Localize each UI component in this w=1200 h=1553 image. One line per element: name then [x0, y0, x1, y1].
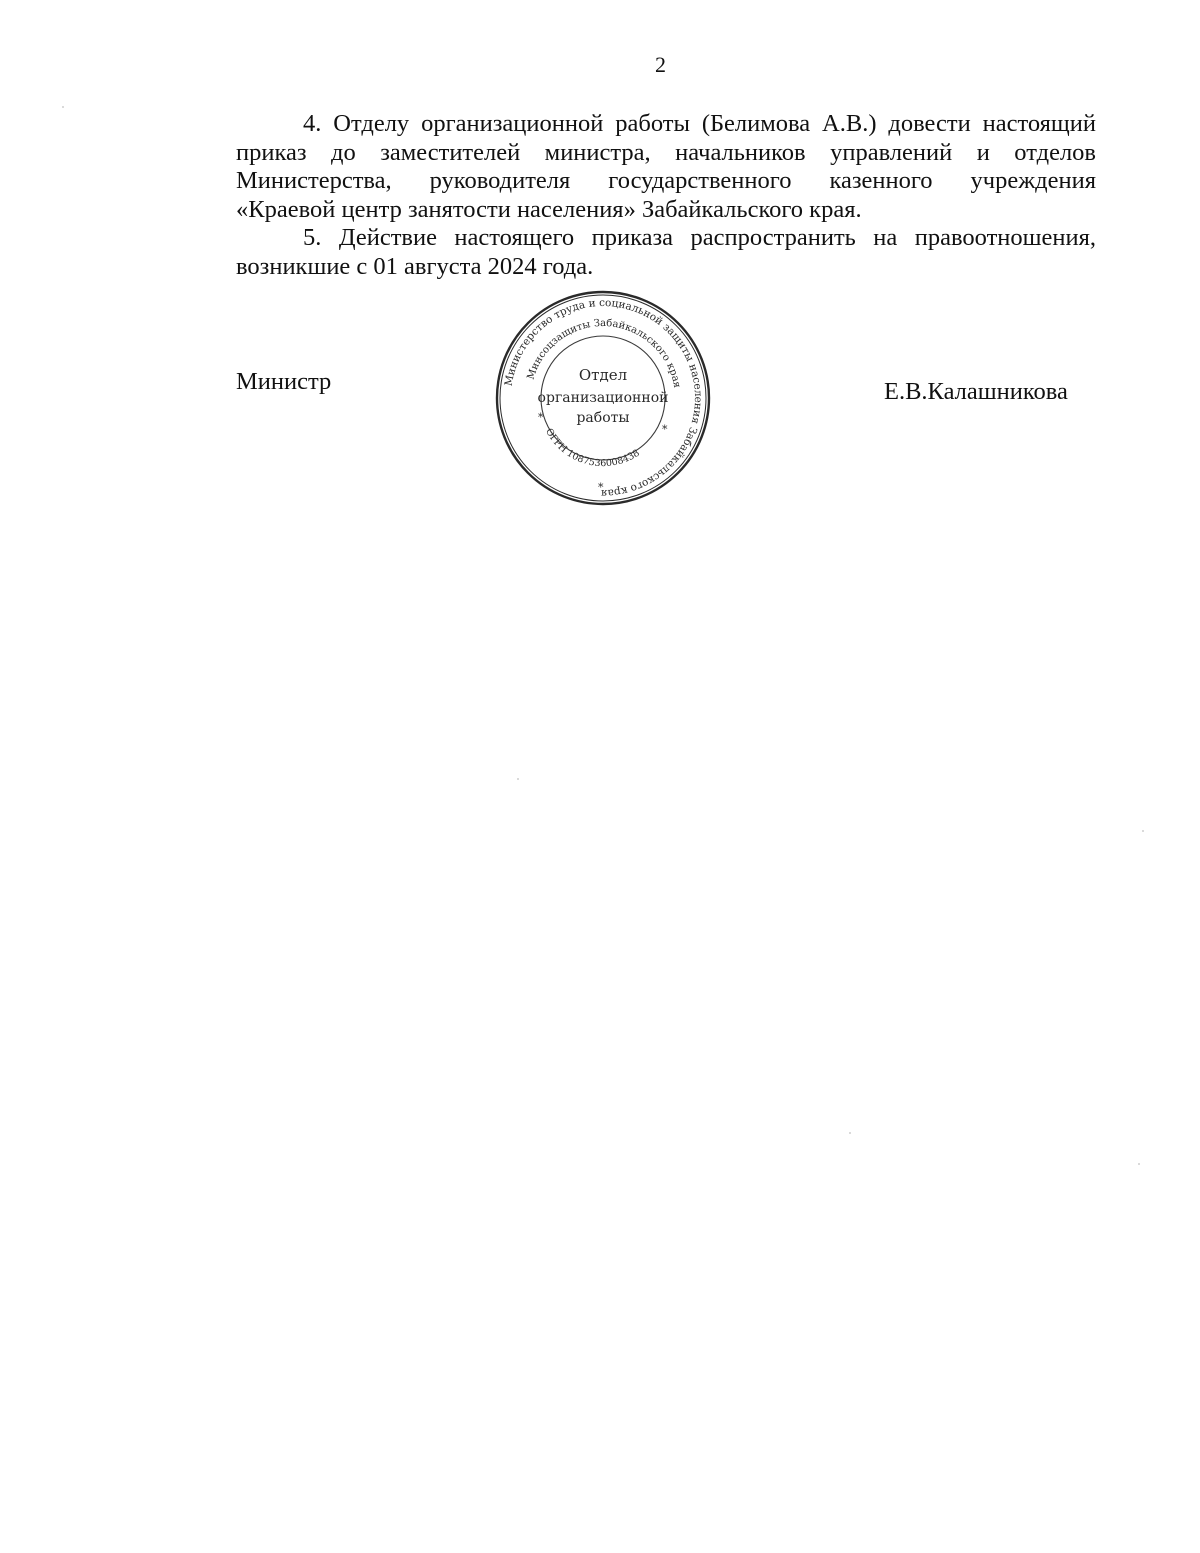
paragraph-line: 5. Действие настоящего приказа распространить на правоотношения,	[303, 224, 1096, 251]
stamp-center-line-3: работы	[576, 410, 630, 426]
paragraph-5	[236, 224, 1096, 281]
stamp-center-line-2: организационной	[537, 390, 669, 406]
scan-speck	[62, 106, 64, 108]
page-number: 2	[655, 52, 666, 77]
stamp-star-icon: *	[662, 423, 668, 436]
paragraph-line: возникшие с 01 августа 2024 года.	[236, 252, 594, 280]
paragraph-4	[236, 110, 1096, 224]
official-stamp	[493, 288, 713, 508]
scan-speck	[1142, 830, 1144, 832]
paragraph-line: 4. Отделу организационной работы (Белимова А.В.) довести настоящий	[303, 110, 1096, 137]
paragraph-line: «Краевой центр занятости населения» Забайкальского края.	[236, 195, 862, 223]
signature-title: Министр	[236, 368, 332, 395]
scan-speck	[849, 1132, 851, 1134]
stamp-ogrn-text: ОГРН 1087536008438	[542, 426, 642, 470]
paragraph-line: приказ до заместителей министра, начальников управлений и отделов	[236, 138, 1096, 166]
stamp-outer-text: Министерство труда и социальной защиты населения Забайкальского края	[502, 296, 705, 500]
document-body	[236, 110, 1096, 281]
stamp-inner-text: Минсоцзащиты Забайкальского края	[525, 317, 683, 389]
stamp-seal-image	[493, 288, 713, 508]
stamp-star-icon: *	[538, 411, 544, 424]
signature-name: Е.В.Калашникова	[884, 378, 1068, 405]
paragraph-line: Министерства, руководителя государственного казенного учреждения	[236, 167, 1096, 194]
scan-speck	[517, 778, 519, 780]
stamp-center-line-1: Отдел	[578, 366, 628, 384]
scan-speck	[1138, 1163, 1140, 1165]
stamp-star-icon: *	[598, 481, 604, 494]
